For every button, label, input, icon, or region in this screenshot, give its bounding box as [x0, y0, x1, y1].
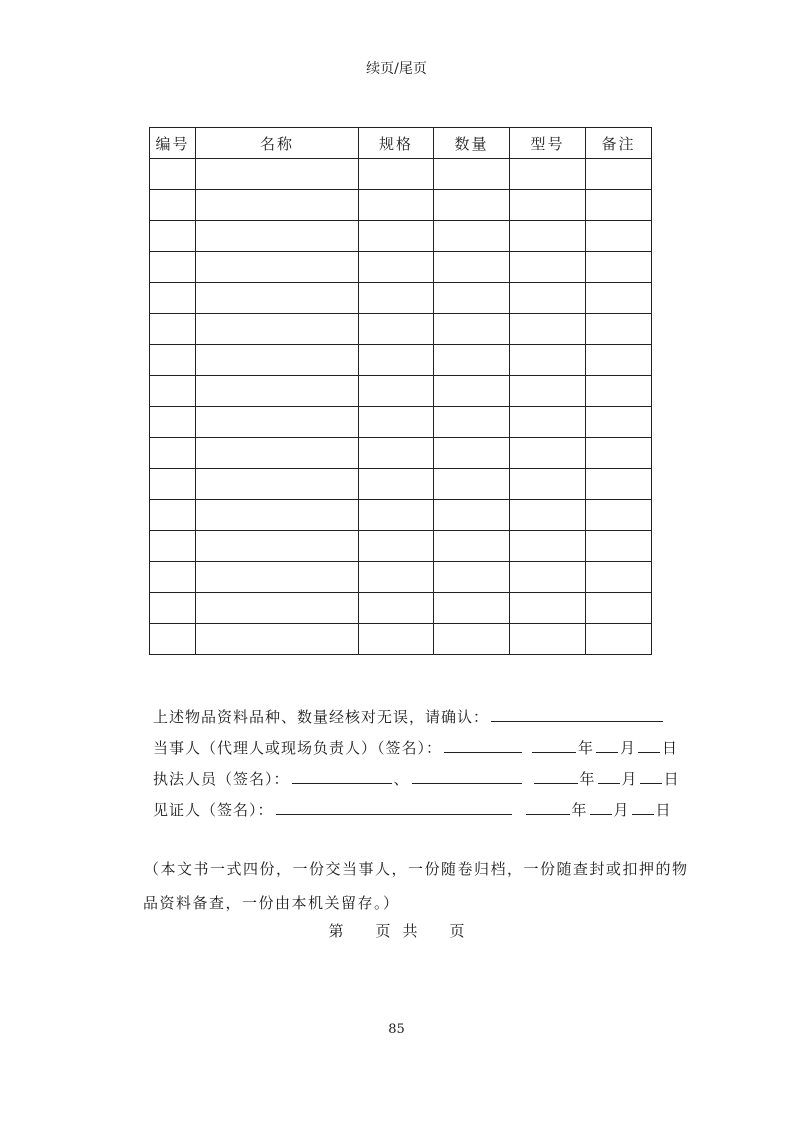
table-cell[interactable]	[359, 500, 434, 531]
table-cell[interactable]	[196, 221, 359, 252]
column-header-spec: 规格	[359, 128, 434, 159]
table-cell[interactable]	[359, 531, 434, 562]
table-cell[interactable]	[196, 500, 359, 531]
table-row	[150, 314, 652, 345]
table-cell[interactable]	[150, 531, 196, 562]
table-cell[interactable]	[359, 252, 434, 283]
table-cell[interactable]	[510, 314, 586, 345]
table-cell[interactable]	[196, 345, 359, 376]
table-body	[150, 159, 652, 655]
table-cell[interactable]	[434, 252, 510, 283]
table-cell[interactable]	[196, 593, 359, 624]
page-title: 续页/尾页	[366, 61, 427, 77]
table-cell[interactable]	[510, 283, 586, 314]
table-cell[interactable]	[150, 469, 196, 500]
officer-signature-blank-2[interactable]	[412, 769, 522, 784]
table-row	[150, 283, 652, 314]
table-cell[interactable]	[196, 314, 359, 345]
witness-year-blank[interactable]	[526, 800, 570, 815]
table-cell[interactable]	[359, 314, 434, 345]
table-cell[interactable]	[434, 531, 510, 562]
day-label: 日	[663, 770, 680, 788]
table-cell[interactable]	[359, 438, 434, 469]
column-header-quantity: 数量	[434, 128, 510, 159]
column-header-remarks: 备注	[586, 128, 652, 159]
table-cell[interactable]	[359, 283, 434, 314]
note-line-2: 品资料备查，一份由本机关留存。）	[143, 894, 400, 912]
table-row	[150, 593, 652, 624]
column-header-number: 编号	[150, 128, 196, 159]
table-cell[interactable]	[510, 469, 586, 500]
witness-signature-line	[153, 799, 672, 821]
page-info-ye: 页	[375, 922, 391, 940]
witness-month-blank[interactable]	[590, 800, 612, 815]
table-cell[interactable]	[434, 190, 510, 221]
table-cell[interactable]	[586, 562, 652, 593]
officer-month-blank[interactable]	[598, 769, 620, 784]
table-cell[interactable]	[510, 407, 586, 438]
party-signature-line	[153, 737, 678, 759]
note-line-1: （本文书一式四份，一份交当事人，一份随卷归档，一份随查封或扣押的物	[144, 860, 689, 878]
table-cell[interactable]	[586, 283, 652, 314]
witness-signature-label: 见证人（签名）：	[153, 801, 274, 819]
items-table	[149, 127, 652, 655]
table-row	[150, 500, 652, 531]
table-cell[interactable]	[150, 190, 196, 221]
table-row	[150, 221, 652, 252]
table-cell[interactable]	[434, 407, 510, 438]
party-signature-blank[interactable]	[444, 738, 522, 753]
table-cell[interactable]	[586, 624, 652, 655]
month-label: 月	[613, 801, 630, 819]
confirmation-signature-blank[interactable]	[491, 707, 663, 722]
table-cell[interactable]	[196, 562, 359, 593]
table-cell[interactable]	[586, 345, 652, 376]
table-row	[150, 252, 652, 283]
table-row	[150, 562, 652, 593]
table-cell[interactable]	[359, 562, 434, 593]
table-cell[interactable]	[510, 252, 586, 283]
table-cell[interactable]	[196, 438, 359, 469]
table-cell[interactable]	[510, 438, 586, 469]
column-header-name: 名称	[196, 128, 359, 159]
table-cell[interactable]	[196, 190, 359, 221]
party-signature-label: 当事人（代理人或现场负责人）（签名）：	[153, 739, 443, 757]
table-cell[interactable]	[150, 159, 196, 190]
table-cell[interactable]	[434, 469, 510, 500]
party-year-blank[interactable]	[532, 738, 576, 753]
officer-signature-line	[153, 768, 680, 790]
table-row	[150, 159, 652, 190]
year-label: 年	[578, 739, 595, 757]
page-number: 85	[388, 1022, 405, 1037]
table-cell[interactable]	[510, 190, 586, 221]
table-cell[interactable]	[510, 376, 586, 407]
table-row	[150, 190, 652, 221]
table-row	[150, 624, 652, 655]
table-row	[150, 438, 652, 469]
officer-signature-blank-1[interactable]	[292, 769, 392, 784]
table-cell[interactable]	[434, 376, 510, 407]
table-cell[interactable]	[510, 221, 586, 252]
year-label: 年	[579, 770, 596, 788]
table-cell[interactable]	[586, 469, 652, 500]
table-cell[interactable]	[510, 345, 586, 376]
table-cell[interactable]	[196, 252, 359, 283]
witness-day-blank[interactable]	[632, 800, 654, 815]
table-cell[interactable]	[434, 593, 510, 624]
table-cell[interactable]	[586, 407, 652, 438]
table-cell[interactable]	[510, 624, 586, 655]
table-cell[interactable]	[196, 159, 359, 190]
party-day-blank[interactable]	[638, 738, 660, 753]
copies-note	[143, 852, 703, 920]
table-row	[150, 531, 652, 562]
officer-signature-label: 执法人员（签名）：	[153, 770, 290, 788]
table-cell[interactable]	[434, 221, 510, 252]
month-label: 月	[620, 739, 637, 757]
page-info-ye-2: 页	[449, 922, 465, 940]
table-cell[interactable]	[150, 345, 196, 376]
table-cell[interactable]	[359, 159, 434, 190]
table-cell[interactable]	[150, 252, 196, 283]
table-cell[interactable]	[150, 500, 196, 531]
table-row	[150, 376, 652, 407]
month-label: 月	[621, 770, 638, 788]
table-cell[interactable]	[434, 438, 510, 469]
officer-year-blank[interactable]	[534, 769, 578, 784]
table-cell[interactable]	[150, 314, 196, 345]
table-cell[interactable]	[196, 376, 359, 407]
table-cell[interactable]	[510, 593, 586, 624]
table-cell[interactable]	[150, 562, 196, 593]
table-cell[interactable]	[150, 221, 196, 252]
table-cell[interactable]	[586, 221, 652, 252]
table-cell[interactable]	[150, 624, 196, 655]
table-cell[interactable]	[586, 159, 652, 190]
table-row	[150, 407, 652, 438]
day-label: 日	[662, 739, 679, 757]
table-cell[interactable]	[510, 562, 586, 593]
table-cell[interactable]	[434, 283, 510, 314]
table-row	[150, 469, 652, 500]
table-cell[interactable]	[586, 593, 652, 624]
table-cell[interactable]	[586, 252, 652, 283]
table-cell[interactable]	[359, 593, 434, 624]
table-cell[interactable]	[196, 624, 359, 655]
table-row	[150, 345, 652, 376]
table-cell[interactable]	[196, 469, 359, 500]
page-info	[0, 920, 793, 941]
table-cell[interactable]	[359, 469, 434, 500]
table-cell[interactable]	[434, 159, 510, 190]
table-cell[interactable]	[359, 221, 434, 252]
table-cell[interactable]	[196, 407, 359, 438]
table-cell[interactable]	[586, 500, 652, 531]
table-cell[interactable]	[150, 376, 196, 407]
table-cell[interactable]	[359, 345, 434, 376]
table-header-row	[150, 128, 652, 159]
table-cell[interactable]	[510, 531, 586, 562]
table-cell[interactable]	[150, 283, 196, 314]
party-month-blank[interactable]	[596, 738, 618, 753]
year-label: 年	[571, 801, 588, 819]
witness-signature-blank[interactable]	[276, 800, 512, 815]
table-cell[interactable]	[359, 624, 434, 655]
table-cell[interactable]	[510, 159, 586, 190]
column-header-model: 型号	[510, 128, 586, 159]
table-cell[interactable]	[150, 438, 196, 469]
page-info-di: 第	[328, 922, 344, 940]
table-cell[interactable]	[586, 376, 652, 407]
table-cell[interactable]	[586, 190, 652, 221]
table-cell[interactable]	[359, 190, 434, 221]
table-cell[interactable]	[434, 624, 510, 655]
officer-day-blank[interactable]	[640, 769, 662, 784]
table-cell[interactable]	[586, 438, 652, 469]
table-cell[interactable]	[359, 407, 434, 438]
officer-separator: 、	[393, 770, 410, 788]
day-label: 日	[655, 801, 672, 819]
table-cell[interactable]	[196, 283, 359, 314]
table-cell[interactable]	[434, 500, 510, 531]
table-cell[interactable]	[510, 500, 586, 531]
table-cell[interactable]	[434, 345, 510, 376]
table-cell[interactable]	[359, 376, 434, 407]
table-cell[interactable]	[196, 531, 359, 562]
confirmation-text: 上述物品资料品种、数量经核对无误，请确认：	[153, 708, 490, 726]
page-info-gong: 共	[402, 922, 418, 940]
table-cell[interactable]	[586, 314, 652, 345]
confirmation-line	[153, 706, 665, 728]
table-cell[interactable]	[150, 593, 196, 624]
table-cell[interactable]	[150, 407, 196, 438]
table-cell[interactable]	[586, 531, 652, 562]
table-cell[interactable]	[434, 314, 510, 345]
table-cell[interactable]	[434, 562, 510, 593]
